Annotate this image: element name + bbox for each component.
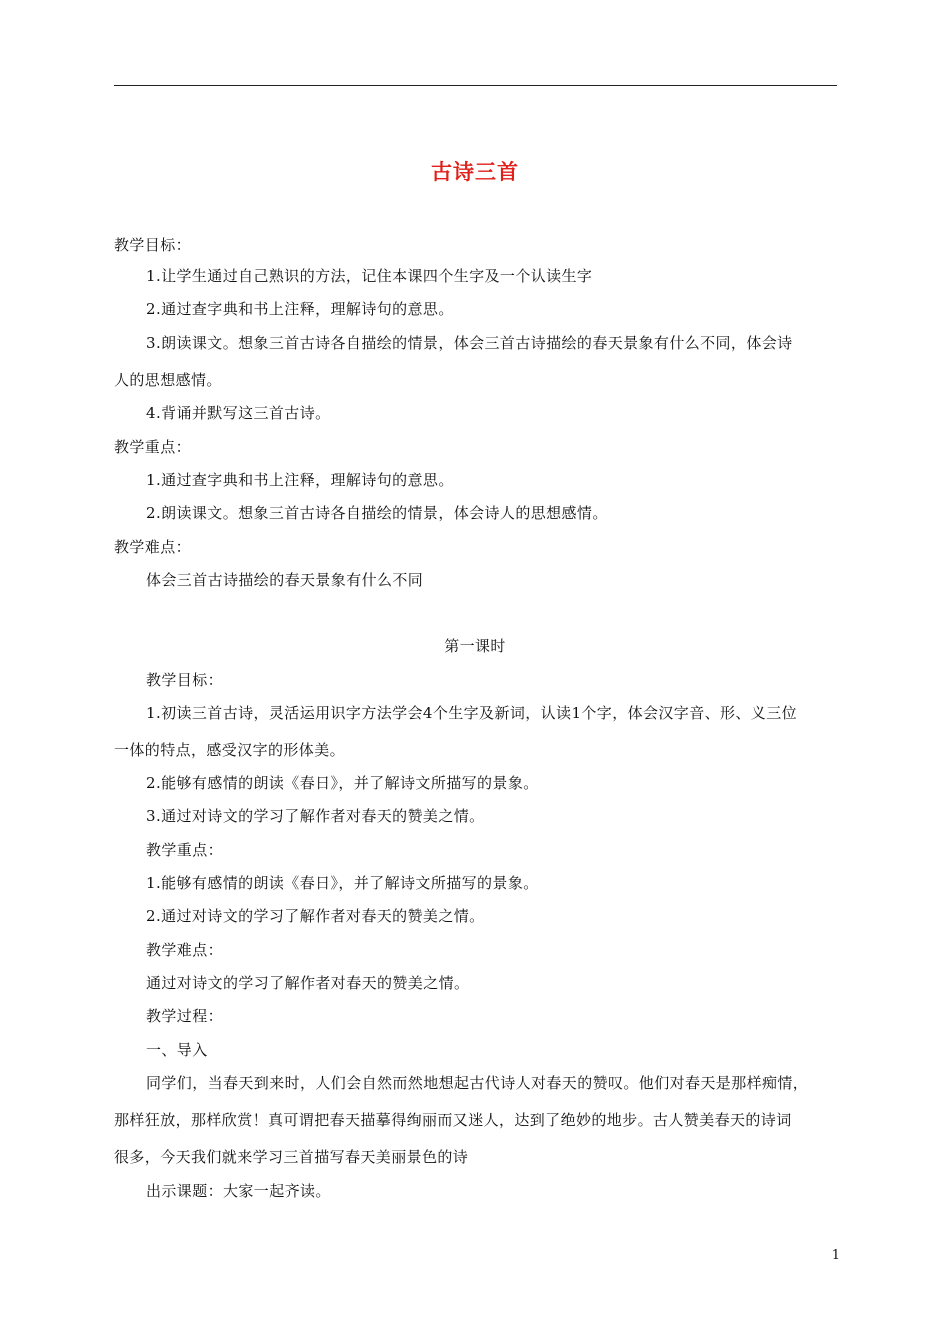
lesson-difficulties-heading: 教学难点：	[146, 941, 224, 959]
section-heading-difficulties: 教学难点：	[114, 538, 192, 556]
objective-item: 1.让学生通过自己熟识的方法，记住本课四个生字及一个认读生字	[146, 267, 593, 285]
lesson-objectives-heading: 教学目标：	[146, 671, 224, 689]
section-heading-key-points: 教学重点：	[114, 438, 192, 456]
objective-item-continued: 人的思想感情。	[114, 371, 222, 389]
show-title-line: 出示课题：大家一起齐读。	[146, 1182, 331, 1200]
lesson-objective-item: 1.初读三首古诗，灵活运用识字方法学会4个生字及新词，认读1个字，体会汉字音、形、义三位	[146, 704, 798, 722]
key-point-item: 2.朗读课文。想象三首古诗各自描绘的情景，体会诗人的思想感情。	[146, 504, 608, 522]
key-point-item: 1.通过查字典和书上注释，理解诗句的意思。	[146, 471, 454, 489]
lesson-objective-item-continued: 一体的特点，感受汉字的形体美。	[114, 741, 346, 759]
document-title: 古诗三首	[431, 160, 519, 184]
intro-paragraph-line: 很多，今天我们就来学习三首描写春天美丽景色的诗	[114, 1148, 469, 1166]
lesson-heading: 第一课时	[444, 637, 506, 655]
intro-paragraph-line: 那样狂放，那样欣赏！真可谓把春天描摹得绚丽而又迷人，达到了绝妙的地步。古人赞美春天的诗词	[114, 1111, 792, 1129]
intro-paragraph-line: 同学们，当春天到来时，人们会自然而然地想起古代诗人对春天的赞叹。他们对春天是那样痴情，	[146, 1074, 809, 1092]
section-heading-objectives: 教学目标：	[114, 236, 192, 254]
objective-item: 3.朗读课文。想象三首古诗各自描绘的情景，体会三首古诗描绘的春天景象有什么不同，体会诗	[146, 334, 793, 352]
lesson-difficulty-item: 通过对诗文的学习了解作者对春天的赞美之情。	[146, 974, 470, 992]
objective-item: 4.背诵并默写这三首古诗。	[146, 404, 331, 422]
page-number: 1	[831, 1248, 840, 1263]
lesson-key-points-heading: 教学重点：	[146, 841, 224, 859]
process-heading: 教学过程：	[146, 1007, 224, 1025]
lesson-key-point-item: 2.通过对诗文的学习了解作者对春天的赞美之情。	[146, 907, 485, 925]
objective-item: 2.通过查字典和书上注释，理解诗句的意思。	[146, 300, 454, 318]
header-rule	[114, 85, 837, 86]
lesson-objective-item: 3.通过对诗文的学习了解作者对春天的赞美之情。	[146, 807, 485, 825]
difficulty-item: 体会三首古诗描绘的春天景象有什么不同	[146, 571, 424, 589]
lesson-objective-item: 2.能够有感情的朗读《春日》，并了解诗文所描写的景象。	[146, 774, 539, 792]
lesson-key-point-item: 1.能够有感情的朗读《春日》，并了解诗文所描写的景象。	[146, 874, 539, 892]
step-heading-intro: 一、导入	[146, 1041, 208, 1059]
